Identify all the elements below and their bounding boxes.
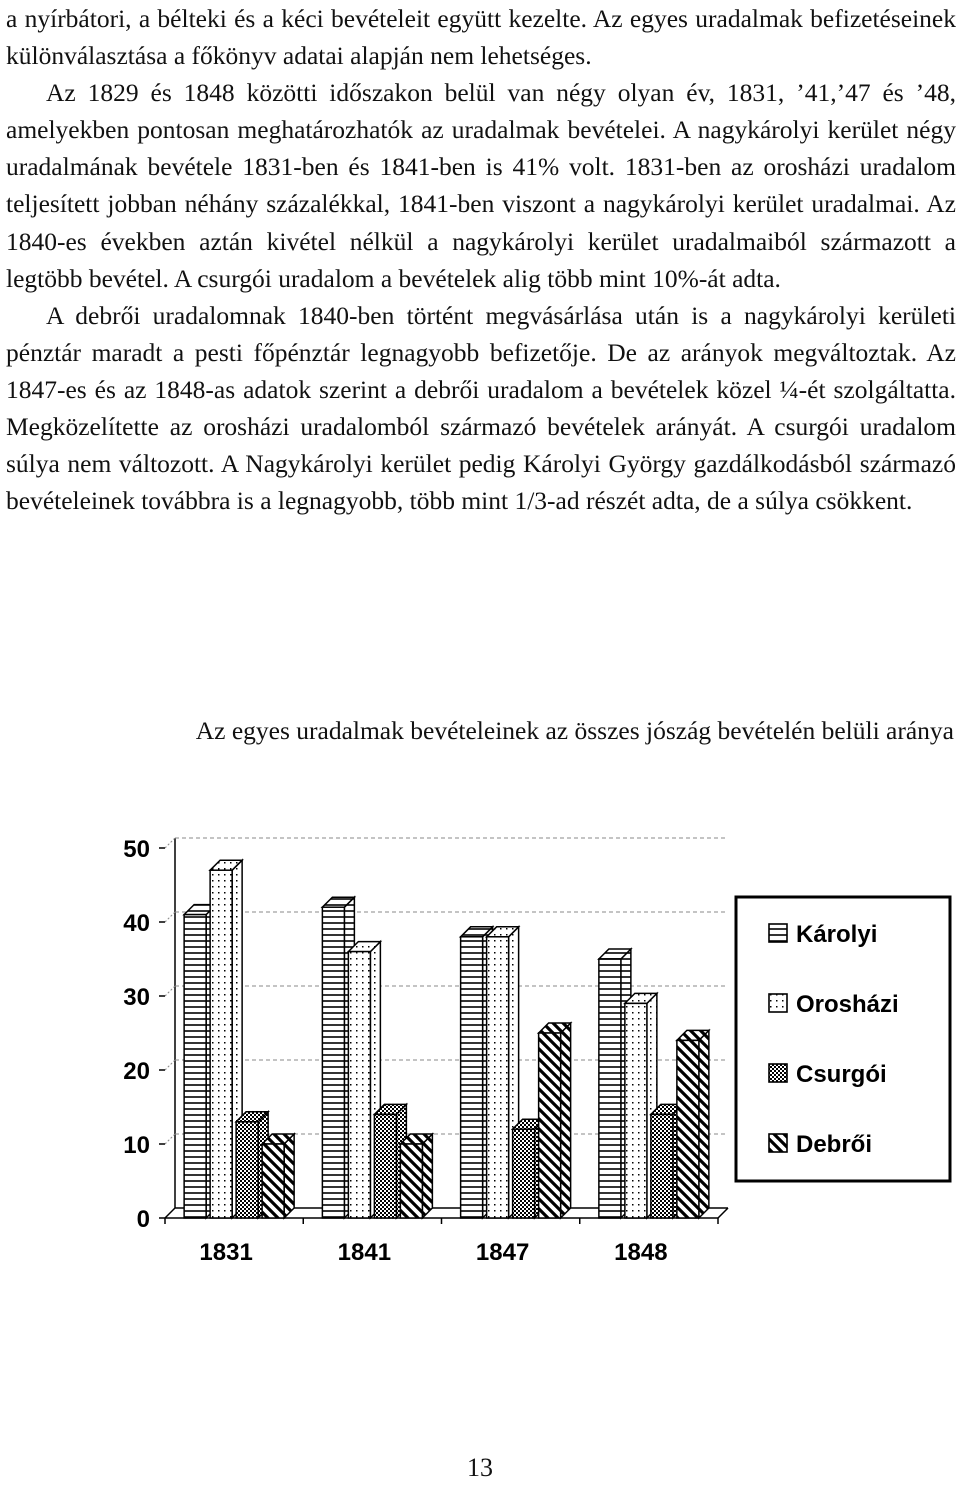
bar <box>348 952 370 1218</box>
paragraph-1: a nyírbátori, a bélteki és a kéci bevételeit együtt kezelte. Az egyes uradalmak befizetéseinek különválasztása a főkönyv adatai alapján nem lehetséges. <box>6 4 956 71</box>
legend-label: Csurgói <box>796 1061 887 1088</box>
y-tick-label: 40 <box>123 910 150 937</box>
bar-side <box>699 1030 709 1218</box>
bar <box>487 937 509 1218</box>
gridline-depth <box>165 912 175 922</box>
x-tick-label: 1841 <box>337 1239 392 1266</box>
bar-side <box>284 1134 294 1218</box>
gridline-depth <box>165 986 175 996</box>
page-number: 13 <box>467 1453 493 1482</box>
y-tick-label: 10 <box>123 1132 150 1159</box>
bar <box>322 907 344 1218</box>
bar <box>513 1129 535 1218</box>
bar <box>625 1003 647 1218</box>
x-tick-label: 1831 <box>199 1239 253 1266</box>
bar <box>184 915 206 1218</box>
bar <box>599 959 621 1218</box>
legend-label: Károlyi <box>796 921 878 948</box>
y-tick-label: 50 <box>123 836 150 863</box>
legend-swatch <box>769 924 787 942</box>
bar-chart-svg <box>0 800 960 1300</box>
legend-label: Debrői <box>796 1131 873 1158</box>
gridline-depth <box>165 838 175 848</box>
gridline-depth <box>165 1134 175 1144</box>
y-axis <box>123 836 165 1233</box>
bar <box>461 937 483 1218</box>
bar-side <box>561 1023 571 1218</box>
bar <box>651 1114 673 1218</box>
y-tick-label: 0 <box>136 1206 150 1233</box>
bar <box>374 1114 396 1218</box>
gridline-depth <box>165 1060 175 1070</box>
x-axis <box>165 1218 718 1266</box>
legend-label: Orosházi <box>796 991 899 1018</box>
x-tick-label: 1847 <box>475 1239 530 1266</box>
y-tick-label: 30 <box>123 984 150 1011</box>
bar <box>539 1033 561 1218</box>
legend-swatch <box>769 1064 787 1082</box>
legend <box>736 897 950 1181</box>
bar <box>236 1122 258 1218</box>
paragraph-3: A debrői uradalomnak 1840-ben történt megvásárlása után is a nagykárolyi kerületi pénztár maradt a pesti főpénztár legnagyobb befizetője. De az arányok megváltoztak. Az 1847-es és az 1848-as adatok szerint a debrői uradalom a bevételek közel ¼-ét szolgáltatta. Megközelítette az orosházi uradalomból származó bevételek arányát. A csurgói uradalom súlya nem változott. A Nagykárolyi kerület pedig Károlyi György gazdálkodásból származó bevételeinek továbbra is a legnagyobb, több mint 1/3-ad részét adta, de a súlya csökkent. <box>6 300 956 516</box>
paragraph-2: Az 1829 és 1848 közötti időszakon belül van négy olyan év, 1831, ’41,’47 és ’48, amelyekben pontosan meghatározhatók az uradalmak bevételei. A nagykárolyi kerület négy uradalmának bevétele 1831-ben és 1841-ben is 41% volt. 1831-ben az orosházi uradalom teljesített jobban néhány százalékkal, 1841-ben viszont a nagykárolyi kerület uradalmai. Az 1840-es években aztán kivétel nélkül a nagykárolyi kerület uradalmaiból származott a legtöbb bevétel. A csurgói uradalom a bevételek alig több mint 10%-át adta. <box>6 78 956 293</box>
body-text <box>6 0 956 519</box>
bar <box>262 1144 284 1218</box>
legend-swatch <box>769 1134 787 1152</box>
bars <box>184 860 709 1218</box>
bar-side <box>422 1134 432 1218</box>
chart <box>0 800 960 1300</box>
chart-caption: Az egyes uradalmak bevételeinek az összes jószág bevételén belüli aránya <box>195 716 954 745</box>
bar <box>677 1040 699 1218</box>
x-tick-label: 1848 <box>614 1239 668 1266</box>
legend-swatch <box>769 994 787 1012</box>
bar <box>400 1144 422 1218</box>
y-tick-label: 20 <box>123 1058 150 1085</box>
bar <box>210 870 232 1218</box>
